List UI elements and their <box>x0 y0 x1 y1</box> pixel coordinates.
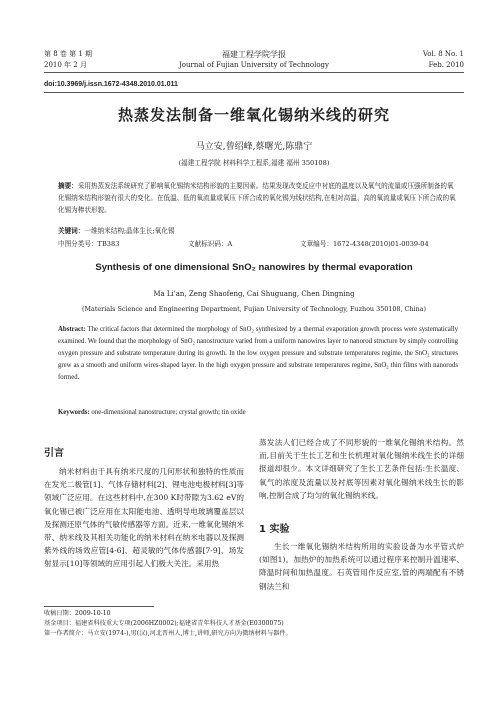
right-paragraph-2: 生长一维氧化锡纳米结构所用的实验设备为水平管式炉(如图1)。加热炉的加热系统可以通过程序来控制升温速率、降温时间和加热温度。石英管用作反应室,管的两端配有不锈钢法兰和 <box>259 542 464 591</box>
authors-en: Ma Li'an, Zeng Shaofeng, Cai Shuguang, Chen Dingning <box>153 290 355 298</box>
document-code: 文献标识码：A <box>188 240 233 248</box>
paper-title-en: Synthesis of one dimensional SnO₂ nanowires by thermal evaporation <box>95 262 413 273</box>
volume-en: Vol. 8 No. 1 <box>422 50 464 58</box>
footnote-author: 第一作者简介：马立安(1974-),男(汉),河北晋州人,博士,讲师,研究方向为微纳材料与器件。 <box>44 630 292 637</box>
article-number: 文章编号：1672-4348(2010)01-0039-04 <box>300 240 429 248</box>
affiliation-en: (Materials Science and Engineering Department, Fujian University of Technology, Fuzhou 350108, China) <box>81 305 427 313</box>
keywords-cn-text: 一维纳米结构;晶体生长;氧化锡 <box>84 227 175 235</box>
section-1-heading: 1 实验 <box>259 524 290 535</box>
keywords-en-text: one-dimensional nanostructure; crystal growth; tin oxide <box>91 409 246 416</box>
footnote-rule <box>44 606 154 607</box>
keywords-cn <box>58 225 458 237</box>
abstract-cn-label: 摘要： <box>58 182 78 190</box>
authors-cn: 马立安,曾绍峰,蔡曙光,陈鼎宁 <box>195 142 313 152</box>
class-number: 中图分类号：TB383 <box>58 240 120 248</box>
abstract-en-label: Abstract: <box>58 326 86 333</box>
abstract-cn-text: 采用热蒸发法系统研究了影响氧化锡纳米结构形貌的主要因素。结果发现改变反应中衬底的温度以及氧气的流量或压强所制备的氧化锡纳米结构形貌有很大的变化。在低温、低的氧流量或氧压下所合成的氧化锡为线状结构,在相对高温、高的氧流量或氧压下所合成的氧化锡为棒状形貌。 <box>58 182 456 214</box>
keywords-cn-label: 关键词： <box>58 227 85 235</box>
keywords-en-label: Keywords: <box>58 409 90 416</box>
intro-paragraph: 纳米材料由于具有纳米尺度的几何形状和独特的性质而在发光二极管[1]、气体存储材料[2]、锂电池电极材料[3]等领域广泛应用。在这些材料中,在300 K时带隙为3.62 eV的氧化锡已被广泛应用在太阳能电池、透明导电玻璃覆盖层以及探测还原气体的气敏传感器等方面。近来,一维氧化锡纳米带、纳米线及其相关功能化的纳米材料在纳米电器以及探测紫外线的场效应管[4-6]、超灵敏的气体传感器[7-9]、场发射显示[10]等领域的应用引起人们极大关注。采用热 <box>44 467 244 569</box>
footnote-received: 收稿日期：2009-10-10 <box>44 610 111 617</box>
doi-rule <box>44 92 464 93</box>
paper-title-cn: 热蒸发法制备一维氧化锡纳米线的研究 <box>117 106 390 124</box>
affiliation-cn: (福建工程学院 材料科学工程系,福建 福州 350108) <box>178 159 330 167</box>
right-paragraph-1: 蒸发法人们已经合成了不同形貌的一维氧化锡纳米结构。然而,目前关于生长工艺和生长机理对氧化锡纳米线生长的详细报道却很少。本文详细研究了生长工艺条件包括:生长温度、氧气的浓度及流量以及衬底等因素对氧化锡纳米线生长的影响,控制合成了均匀的氧化锡纳米线。 <box>259 438 464 500</box>
keywords-en <box>58 407 458 419</box>
issue-date: 2010 年 2 月 <box>44 61 87 69</box>
doi: doi:10.3969/j.issn.1672-4348.2010.01.011 <box>44 81 178 88</box>
issue-volume: 第 8 卷 第 1 期 <box>44 50 93 58</box>
abstract-en-text: The critical factors that determined the morphology of SnO₂ synthesized by a thermal evaporation growth process were systematically examined. We found that the morphology of SnO₂ nanostructure varied from a uniform nanowires layer to nanorod structure by simply controlling oxygen pressure and substrate temperature during its growth. In the low oxygen pressure and substrate temperatures regime, the SnO₂ structures grew as a smooth and uniform wires-shaped layer. In the high oxygen pressure and substrate temperatures regime, SnO₂ thin films with nanorods formed. <box>58 326 458 381</box>
header-rule <box>44 72 464 73</box>
intro-heading: 引言 <box>44 448 64 459</box>
journal-name-cn: 福建工程学院学报 <box>222 50 286 59</box>
date-en: Feb. 2010 <box>428 61 464 69</box>
abstract-en <box>58 324 458 384</box>
abstract-cn <box>58 180 458 216</box>
footnote-fund: 基金项目：福建省科技重大专项(2006HZ0002);福建省青年科技人才基金(E0300075) <box>44 620 284 627</box>
journal-name-en: Journal of Fujian University of Technology <box>179 61 329 69</box>
